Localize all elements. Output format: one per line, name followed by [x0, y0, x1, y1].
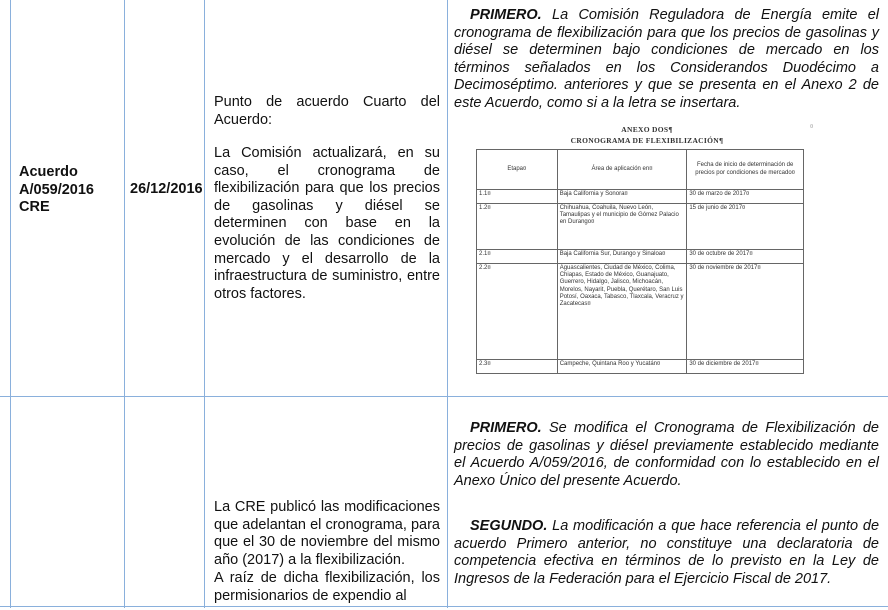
summary-paragraph-1: La CRE publicó las modificaciones que adelantan el cronograma, para que el 30 de noviembre del mismo año (2017) a la flexibilización.: [214, 499, 440, 568]
paragraph-mark: ¤: [810, 124, 814, 130]
annex-stage: 2.1¤: [477, 250, 558, 264]
agreement-date: 26/12/2016: [130, 181, 203, 197]
annex-header: Fecha de inicio de determinación de precios por condiciones de mercado¤: [687, 150, 804, 190]
table-border: [204, 0, 205, 608]
resolution-second-body: La modificación a que hace referencia el punto de acuerdo Primero anterior, no constituye una declaratoria de competencia efectiva en términos de lo previsto en la Ley de Ingresos de la Federación para el Ejercicio Fiscal de 2017.: [454, 518, 880, 587]
annex-area: Baja California y Sonora¤: [557, 190, 687, 204]
annex-stage: 2.2¤: [477, 264, 558, 360]
annex-header: Área de aplicación en¤: [557, 150, 687, 190]
table-border: [124, 0, 125, 608]
annex-date: 30 de marzo de 2017¤: [687, 190, 804, 204]
resolution-first-body: Se modifica el Cronograma de Flexibilización de precios de gasolinas y diésel previamente establecido mediante el Acuerdo A/059/2016, de conformidad con lo establecido en el Anexo Único del presente Acuerdo.: [454, 420, 879, 489]
resolution-second-lead: SEGUNDO.: [470, 518, 548, 534]
annex-date: 30 de octubre de 2017¤: [687, 250, 804, 264]
resolution-text: [454, 7, 879, 113]
annex-area: Chihuahua, Coahuila, Nuevo León, Tamaulipas y el municipio de Gómez Palacio en Durango¤: [557, 204, 687, 250]
annex-date: 15 de junio de 2017¤: [687, 204, 804, 250]
resolution-lead: PRIMERO.: [470, 7, 542, 23]
resolution-first: [454, 420, 879, 490]
row-divider: [0, 606, 888, 607]
annex-date: 30 de diciembre de 2017¤: [687, 360, 804, 374]
annex-area: Baja California Sur, Durango y Sinaloa¤: [557, 250, 687, 264]
annex-area: Campeche, Quintana Roo y Yucatán¤: [557, 360, 687, 374]
annex-stage: 1.1¤: [477, 190, 558, 204]
resolution-first-lead: PRIMERO.: [470, 420, 542, 436]
annex-stage: 1.2¤: [477, 204, 558, 250]
summary-body: La Comisión actualizará, en su caso, el cronograma de flexibilización para que los precios de gasolinas y diésel se determinen con base en la evolución de las condiciones de mercado y el desarrollo de la infraestructura de suministro, entre otros factores.: [214, 145, 440, 302]
annex-subtitle: CRONOGRAMA DE FLEXIBILIZACIÓN¶: [570, 136, 724, 145]
agreement-id: Acuerdo A/059/2016 CRE: [19, 164, 94, 216]
annex-header: Etapa¤: [477, 150, 558, 190]
resolution-second: [454, 518, 879, 588]
table-border: [447, 0, 448, 608]
annex-area: Aguascalientes, Ciudad de México, Colima, Chiapas, Estado de México, Guanajuato, Guerrero, Hidalgo, Jalisco, Michoacán, Morelos, Nayarit, Puebla, Querétaro, San Luis Potosí, Oaxaca, Tabasco, Tlaxcala, Veracruz y Zacatecas¤: [557, 264, 687, 360]
annex-table: [476, 149, 804, 374]
annex-stage: 2.3¤: [477, 360, 558, 374]
summary-paragraph-2: A raíz de dicha flexibilización, los permisionarios de expendio al: [214, 570, 440, 604]
annex-title: ANEXO DOS¶: [621, 125, 673, 134]
table-border: [10, 0, 11, 608]
summary-title: Punto de acuerdo Cuarto del Acuerdo:: [214, 94, 440, 128]
annex-scan: [476, 120, 818, 395]
resolution-body: La Comisión Reguladora de Energía emite el cronograma de flexibilización para que los precios de gasolinas y diésel se determinen bajo condiciones de mercado en los términos señalados en los Considerandos Duodécimo a Decimoséptimo. anteriores y que se presenta en el Anexo 2 de este Acuerdo, como si a la letra se insertara.: [454, 7, 879, 111]
annex-date: 30 de noviembre de 2017¤: [687, 264, 804, 360]
row-divider: [0, 396, 888, 397]
